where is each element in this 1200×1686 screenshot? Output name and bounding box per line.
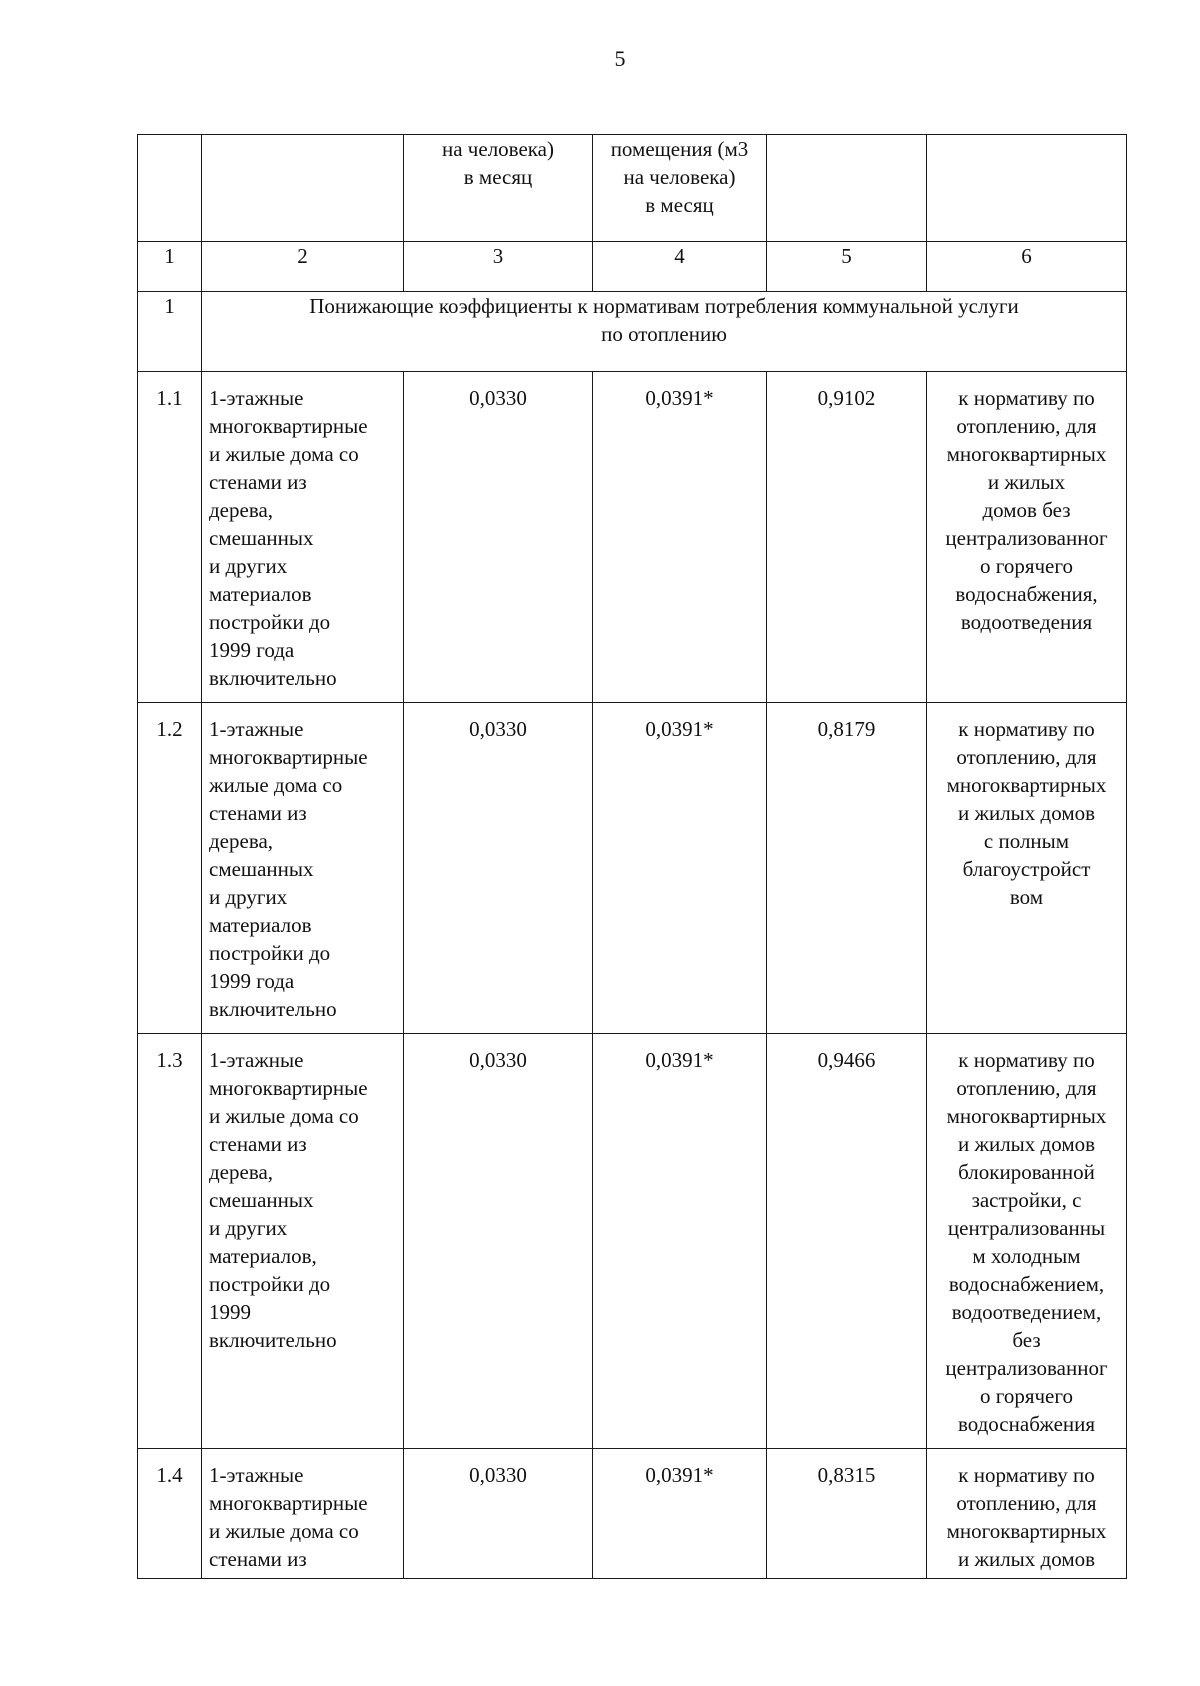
- row-number: 1.1: [138, 372, 202, 703]
- table-row: [138, 1034, 1127, 1449]
- row-number: 1.4: [138, 1449, 202, 1579]
- column-index: 6: [927, 242, 1127, 292]
- row-value-col3: 0,0330: [404, 703, 593, 1034]
- row-value-col4: 0,0391*: [593, 1449, 767, 1579]
- row-note: к нормативу по отоплению, для многоквартирных и жилых домов блокированной застройки, с централизованны м холодным водоснабжением, водоотведением, без централизованног о горячего водоснабжения: [927, 1034, 1127, 1449]
- header-cell-1: [138, 135, 202, 242]
- table-row: [138, 372, 1127, 703]
- row-value-col3: 0,0330: [404, 1034, 593, 1449]
- header-row: [138, 135, 1127, 242]
- row-value-col3: 0,0330: [404, 1449, 593, 1579]
- header-cell-6: [927, 135, 1127, 242]
- row-value-col5: 0,8315: [767, 1449, 927, 1579]
- row-value-col4: 0,0391*: [593, 703, 767, 1034]
- section-row: [138, 292, 1127, 372]
- row-number: 1.2: [138, 703, 202, 1034]
- row-description: 1-этажные многоквартирные и жилые дома со стенами из дерева, смешанных и других материалов, постройки до 1999 включительно: [202, 1034, 404, 1449]
- row-value-col5: 0,9466: [767, 1034, 927, 1449]
- row-value-col4: 0,0391*: [593, 1034, 767, 1449]
- row-description: 1-этажные многоквартирные и жилые дома со стенами из дерева, смешанных и других материалов постройки до 1999 года включительно: [202, 372, 404, 703]
- header-cell-3: на человека) в месяц: [404, 135, 593, 242]
- norms-table: [137, 134, 1127, 1579]
- section-number: 1: [138, 292, 202, 372]
- header-cell-5: [767, 135, 927, 242]
- row-note: к нормативу по отоплению, для многоквартирных и жилых домов: [927, 1449, 1127, 1579]
- column-index-row: [138, 242, 1127, 292]
- page-number: 5: [614, 46, 626, 71]
- row-description: 1-этажные многоквартирные жилые дома со стенами из дерева, смешанных и других материалов постройки до 1999 года включительно: [202, 703, 404, 1034]
- row-value-col5: 0,8179: [767, 703, 927, 1034]
- section-title: Понижающие коэффициенты к нормативам потребления коммунальной услуги по отоплению: [202, 292, 1127, 372]
- header-cell-2: [202, 135, 404, 242]
- row-note: к нормативу по отоплению, для многоквартирных и жилых домов с полным благоустройст вом: [927, 703, 1127, 1034]
- row-value-col5: 0,9102: [767, 372, 927, 703]
- row-value-col4: 0,0391*: [593, 372, 767, 703]
- row-note: к нормативу по отоплению, для многоквартирных и жилых домов без централизованног о горячего водоснабжения, водоотведения: [927, 372, 1127, 703]
- column-index: 4: [593, 242, 767, 292]
- table-row: [138, 1449, 1127, 1579]
- column-index: 1: [138, 242, 202, 292]
- row-description: 1-этажные многоквартирные и жилые дома со стенами из: [202, 1449, 404, 1579]
- row-value-col3: 0,0330: [404, 372, 593, 703]
- header-cell-4: помещения (м3 на человека) в месяц: [593, 135, 767, 242]
- row-number: 1.3: [138, 1034, 202, 1449]
- column-index: 2: [202, 242, 404, 292]
- column-index: 3: [404, 242, 593, 292]
- table-row: [138, 703, 1127, 1034]
- column-index: 5: [767, 242, 927, 292]
